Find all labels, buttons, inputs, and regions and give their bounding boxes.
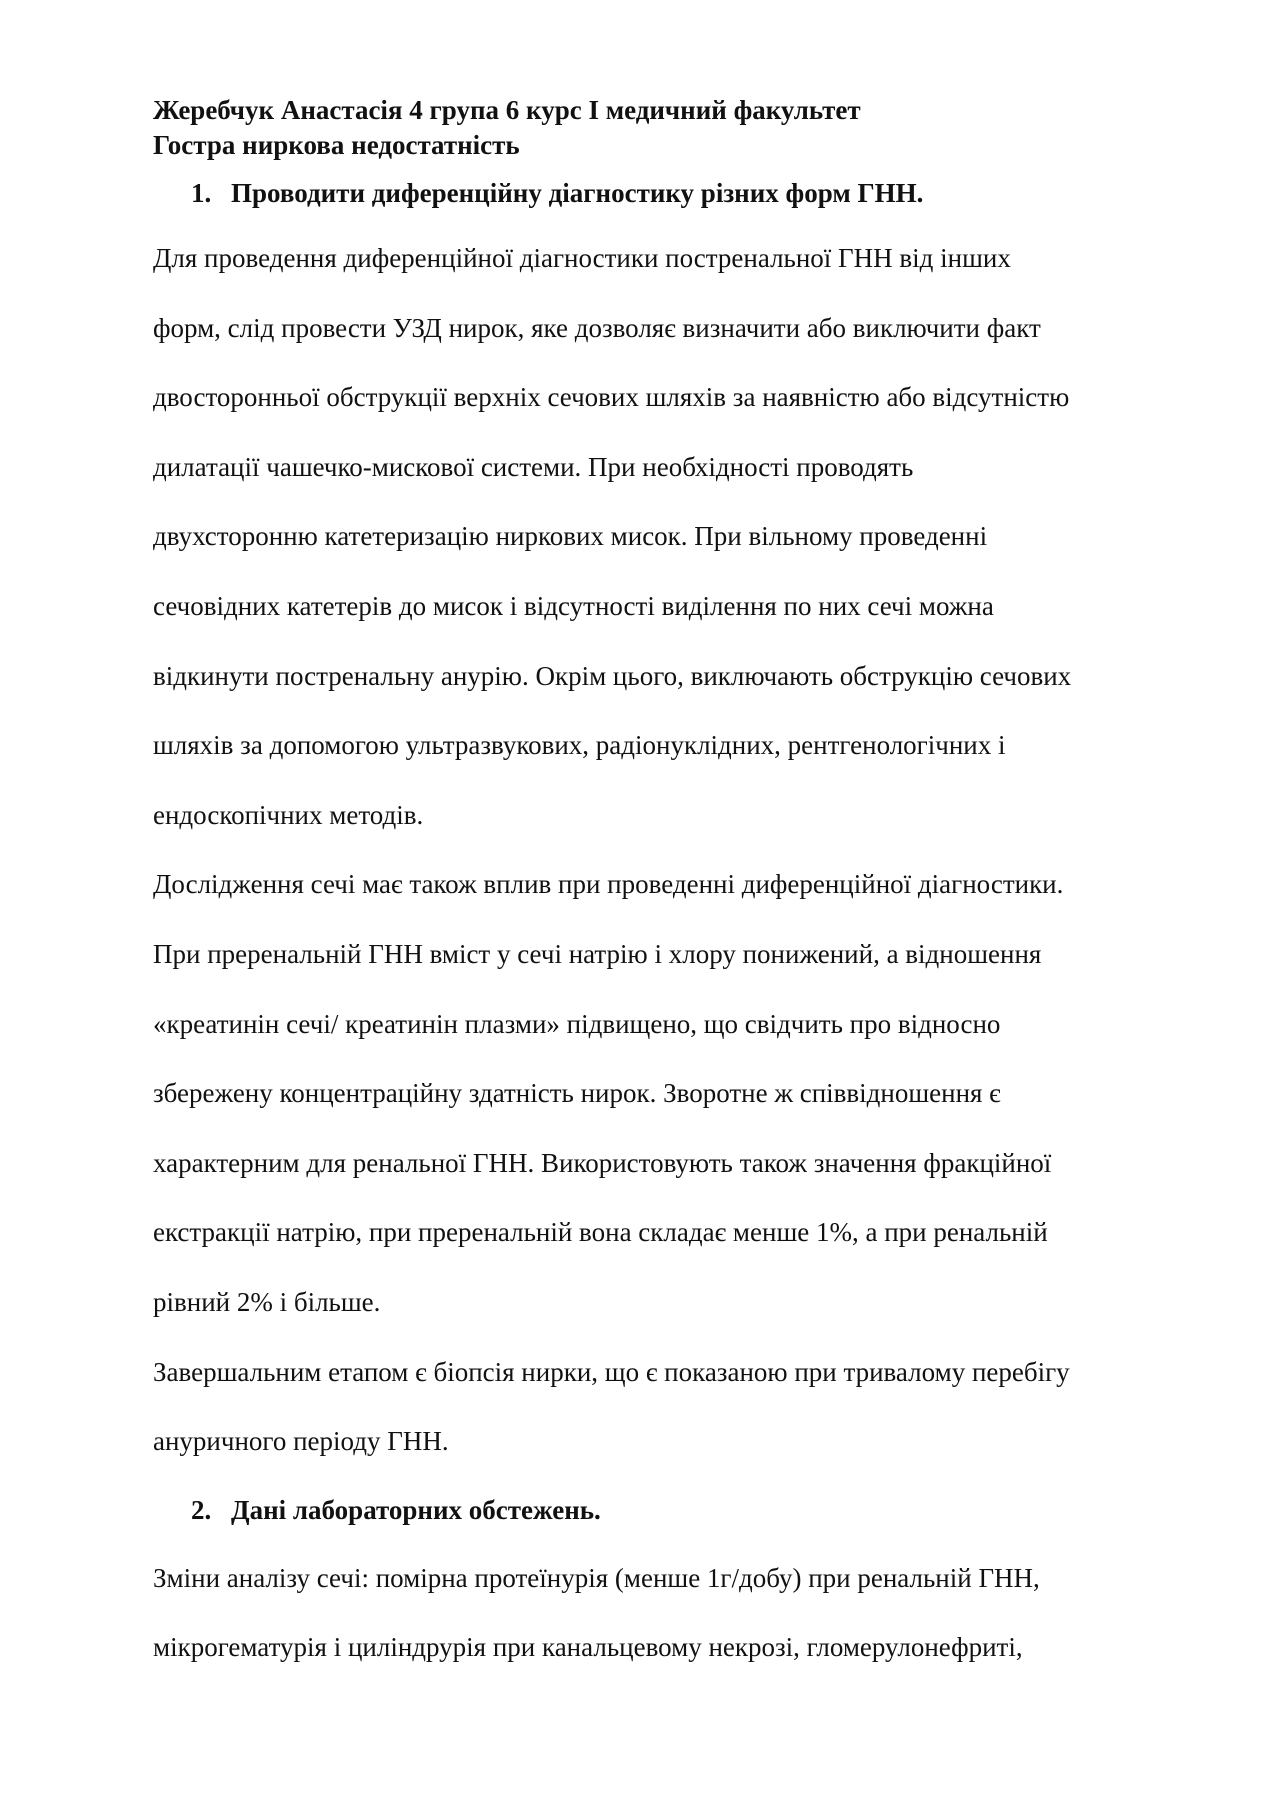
text-line: дилатації чашечко-мискової системи. При необхідності проводять xyxy=(153,451,914,482)
document-page xyxy=(153,93,1188,1683)
text-line: характерним для ренальної ГНН. Використовують також значення фракційної xyxy=(153,1147,1052,1178)
section-1-paragraph-1 xyxy=(153,224,1188,850)
text-line: екстракції натрію, при преренальній вона складає менше 1%, а при ренальній xyxy=(153,1217,1048,1248)
text-line: Завершальним етапом є біопсія нирки, що є показаною при тривалому перебігу xyxy=(153,1356,1070,1387)
section-1-number: 1. xyxy=(191,178,212,208)
section-2-paragraph-1 xyxy=(153,1544,1188,1683)
section-1-heading xyxy=(153,176,1188,211)
section-2-number: 2. xyxy=(191,1494,212,1525)
text-line: Зміни аналізу сечі: помірна протеїнурія (менше 1г/добу) при ренальній ГНН, xyxy=(153,1562,1040,1593)
text-line: При преренальній ГНН вміст у сечі натрію і хлору понижений, а відношення xyxy=(153,938,1042,969)
section-2-title: Дані лабораторних обстежень. xyxy=(231,1494,601,1525)
text-line: ендоскопічних методів. xyxy=(153,799,424,830)
text-line: шляхів за допомогою ультразвукових, радіонуклідних, рентгенологічних і xyxy=(153,730,1006,761)
section-1-title: Проводити диференційну діагностику різних форм ГНН. xyxy=(231,178,924,208)
text-line: ануричного періоду ГНН. xyxy=(153,1426,449,1457)
section-1-paragraph-3 xyxy=(153,1338,1188,1477)
text-line: Для проведення диференційної діагностики постренальної ГНН від інших xyxy=(153,243,1011,273)
section-1-paragraph-2 xyxy=(153,850,1188,1337)
text-line: сечовідних катетерів до мисок і відсутності виділення по них сечі можна xyxy=(153,590,994,621)
text-line: форм, слід провести УЗД нирок, яке дозволяє визначити або виключити факт xyxy=(153,312,1041,343)
text-line: відкинути постренальну анурію. Окрім цього, виключають обструкцію сечових xyxy=(153,660,1072,691)
document-title: Гостра ниркова недостатність xyxy=(153,130,520,160)
text-line: Дослідження сечі має також вплив при проведенні диференційної діагностики. xyxy=(153,869,1064,900)
text-line: двосторонньої обструкції верхніх сечових шляхів за наявністю або відсутністю xyxy=(153,382,1070,413)
text-line: «креатинін сечі/ креатинін плазми» підвищено, що свідчить про відносно xyxy=(153,1008,1001,1039)
text-line: рівний 2% і більше. xyxy=(153,1286,381,1317)
author-line: Жеребчук Анастасія 4 група 6 курс І медичний факультет xyxy=(153,95,861,125)
text-line: мікрогематурія і циліндрурія при канальцевому некрозі, гломерулонефриті, xyxy=(153,1632,1023,1663)
section-2-heading xyxy=(153,1493,1188,1528)
text-line: двухсторонню катетеризацію ниркових мисок. При вільному проведенні xyxy=(153,521,988,552)
text-line: збережену концентраційну здатність нирок. Зворотне ж співвідношення є xyxy=(153,1078,1001,1109)
